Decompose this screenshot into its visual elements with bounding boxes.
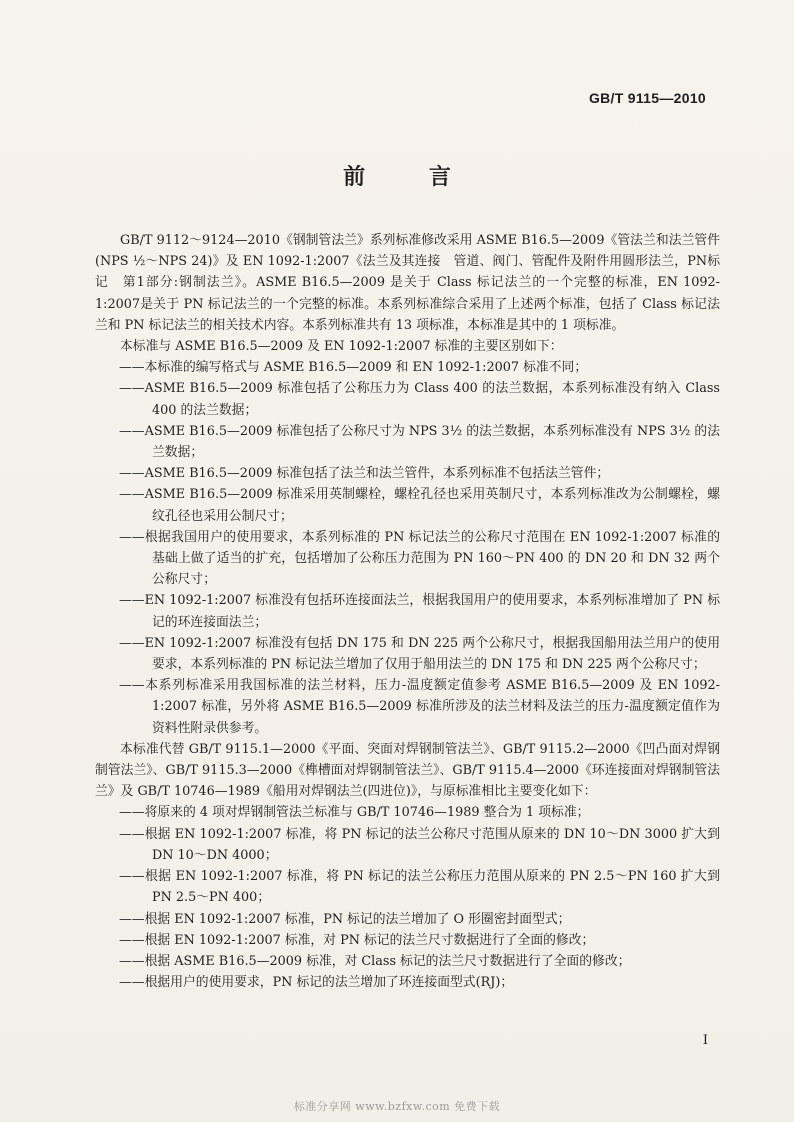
difference-item: ——EN 1092-1:2007 标准没有包括 DN 175 和 DN 225 两个公称尺寸，根据我国船用法兰用户的使用要求，本系列标准的 PN 标记法兰增加了仅用于船用法兰的 DN 175 和 DN 225 两个公称尺寸；: [119, 635, 720, 673]
difference-item: ——ASME B16.5—2009 标准包括了公称压力为 Class 400 的法兰数据，本系列标准没有纳入 Class 400 的法兰数据；: [119, 381, 720, 418]
change-item: ——根据 EN 1092-1:2007 标准，PN 标记的法兰增加了 O 形圈密封面型式；: [119, 911, 571, 927]
difference-item: ——ASME B16.5—2009 标准采用英制螺栓，螺栓孔径也采用英制尺寸，本系列标准改为公制螺栓，螺纹孔径也采用公制尺寸；: [119, 487, 720, 524]
standard-code: GB/T 9115—2010: [588, 90, 706, 106]
foreword-body: [95, 230, 720, 993]
page-number: I: [702, 1033, 708, 1048]
difference-item: ——根据我国用户的使用要求，本系列标准的 PN 标记法兰的公称尺寸范围在 EN 1092-1:2007 标准的基础上做了适当的扩充，包括增加了公称压力范围为 PN 160～PN 400 的 DN 20 和 DN 32 两个公称尺寸；: [119, 529, 720, 588]
change-item: ——根据 EN 1092-1:2007 标准，对 PN 标记的法兰尺寸数据进行了全面的修改；: [119, 932, 595, 948]
change-item: ——根据 ASME B16.5—2009 标准，对 Class 标记的法兰尺寸数据进行了全面的修改；: [119, 953, 631, 969]
page-title: 前 言: [343, 164, 479, 190]
intro-paragraph: GB/T 9112～9124—2010《钢制管法兰》系列标准修改采用 ASME B16.5—2009《管法兰和法兰管件(NPS ½～NPS 24)》及 EN 1092-1:2007《法兰及其连接 管道、阀门、管配件及附件用圆形法兰，PN标记 第1部分:钢制法兰》。ASME B16.5—2009 是关于 Class 标记法兰的一个完整的标准，EN 1092-1:2007是关于 PN 标记法兰的一个完整的标准。本系列标准综合采用了上述两个标准，包括了 Class 标记法兰和 PN 标记法兰的相关技术内容。本系列标准共有 13 项标准，本标准是其中的 1 项标准。: [95, 233, 720, 333]
difference-item: ——本系列标准采用我国标准的法兰材料，压力-温度额定值参考 ASME B16.5—2009 及 EN 1092-1:2007 标准，另外将 ASME B16.5—2009 标准所涉及的法兰材料及法兰的压力-温度额定值作为资料性附录供参考。: [119, 678, 720, 736]
replacement-paragraph: 本标准代替 GB/T 9115.1—2000《平面、突面对焊钢制管法兰》、GB/T 9115.2—2000《凹凸面对焊钢制管法兰》、GB/T 9115.3—2000《榫槽面对焊钢制管法兰》、GB/T 9115.4—2000《环连接面对焊钢制管法兰》及 GB/T 10746—1989《船用对焊钢法兰(四进位)》，与原标准相比主要变化如下：: [95, 741, 720, 800]
difference-item: ——ASME B16.5—2009 标准包括了法兰和法兰管件，本系列标准不包括法兰管件；: [119, 466, 610, 482]
change-item: ——根据 EN 1092-1:2007 标准，将 PN 标记的法兰公称尺寸范围从原来的 DN 10～DN 3000 扩大到 DN 10～DN 4000；: [119, 826, 720, 863]
watermark-footer: 标准分享网 www.bzfxw.com 免费下载: [293, 1100, 501, 1113]
differences-lead: 本标准与 ASME B16.5—2009 及 EN 1092-1:2007 标准的主要区别如下：: [120, 339, 563, 355]
difference-item: ——EN 1092-1:2007 标准没有包括环连接面法兰，根据我国用户的使用要求，本系列标准增加了 PN 标记的环连接面法兰；: [119, 593, 720, 630]
change-item: ——将原来的 4 项对焊钢制管法兰标准与 GB/T 10746—1989 整合为 1 项标准；: [119, 805, 590, 821]
change-item: ——根据 EN 1092-1:2007 标准，将 PN 标记的法兰公称压力范围从原来的 PN 2.5～PN 160 扩大到 PN 2.5～PN 400；: [119, 869, 720, 906]
difference-item: ——本标准的编写格式与 ASME B16.5—2009 和 EN 1092-1:2007 标准不同；: [119, 360, 588, 376]
difference-item: ——ASME B16.5—2009 标准包括了公称尺寸为 NPS 3½ 的法兰数据，本系列标准没有 NPS 3½ 的法兰数据；: [119, 423, 720, 461]
change-item: ——根据用户的使用要求，PN 标记的法兰增加了环连接面型式(RJ)；: [119, 975, 514, 991]
